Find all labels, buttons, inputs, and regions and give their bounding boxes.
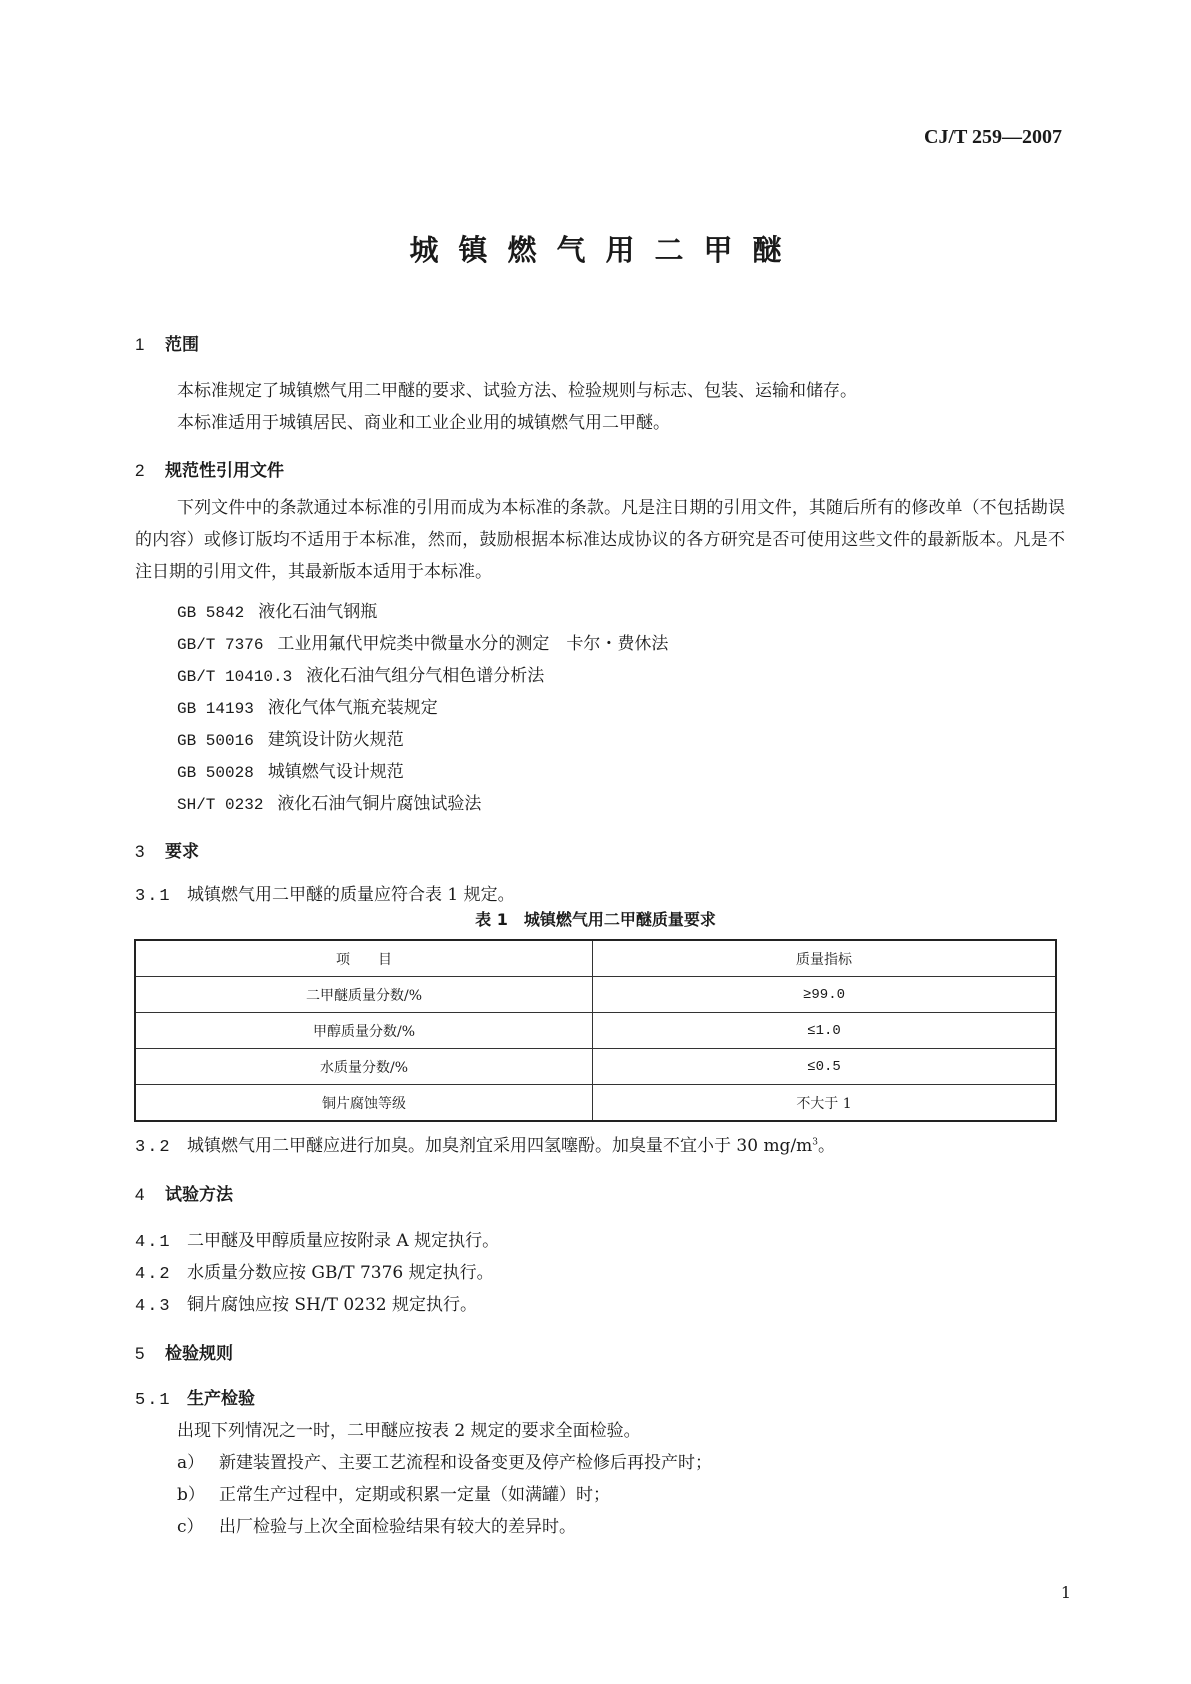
- table-header-row: [135, 940, 1056, 977]
- table-cell: 铜片腐蚀等级: [135, 1085, 593, 1122]
- list-text: 出厂检验与上次全面检验结果有较大的差异时。: [219, 1517, 576, 1537]
- clause-4-3: [135, 1290, 477, 1316]
- section-title: 检验规则: [165, 1344, 233, 1364]
- list-item: [177, 1448, 712, 1473]
- clause-number: 4.3: [135, 1297, 172, 1316]
- reference-code: GB 5842: [177, 604, 245, 622]
- paragraph: 本标准规定了城镇燃气用二甲醚的要求、试验方法、检验规则与标志、包装、运输和储存。: [177, 381, 857, 401]
- section-number: 5: [135, 1344, 145, 1363]
- reference-title: 建筑设计防火规范: [267, 730, 404, 750]
- table-caption: 表 1 城镇燃气用二甲醚质量要求: [475, 910, 716, 929]
- table-cell: ≤0.5: [593, 1049, 1057, 1085]
- reference-item: [177, 693, 438, 718]
- table-cell: ≥99.0: [593, 977, 1057, 1013]
- table-cell: 不大于 1: [593, 1085, 1057, 1122]
- clause-text: 水质量分数应按 GB/T 7376 规定执行。: [187, 1263, 494, 1283]
- clause-4-1: [135, 1226, 499, 1252]
- superscript: 3: [812, 1137, 819, 1148]
- reference-code: GB 14193: [177, 700, 254, 718]
- clause-5-1-heading: [135, 1384, 255, 1410]
- clause-number: 4.1: [135, 1233, 172, 1252]
- reference-code: GB/T 7376: [177, 636, 264, 654]
- reference-code: GB 50028: [177, 764, 254, 782]
- page-title: 城镇燃气用二甲醚: [409, 233, 802, 267]
- reference-title: 工业用氟代甲烷类中微量水分的测定 卡尔・费休法: [277, 634, 669, 654]
- reference-item: [177, 597, 377, 622]
- table-cell: 水质量分数/%: [135, 1049, 593, 1085]
- section-5-heading: [135, 1339, 233, 1364]
- reference-code: GB 50016: [177, 732, 254, 750]
- table-row: [135, 977, 1056, 1013]
- clause-end: 。: [818, 1136, 836, 1156]
- clause-3-2: [135, 1131, 835, 1157]
- clause-4-2: [135, 1258, 494, 1284]
- list-marker: c）: [177, 1517, 204, 1537]
- paragraph: 出现下列情况之一时，二甲醚应按表 2 规定的要求全面检验。: [177, 1421, 641, 1441]
- section-number: 3: [135, 842, 145, 861]
- page-number: 1: [1060, 1583, 1071, 1602]
- clause-text: 二甲醚及甲醇质量应按附录 A 规定执行。: [187, 1231, 500, 1251]
- clause-number: 5.1: [135, 1391, 172, 1410]
- reference-title: 液化石油气钢瓶: [258, 602, 378, 622]
- section-number: 2: [135, 461, 145, 480]
- section-title: 范围: [165, 335, 199, 355]
- list-item: [177, 1480, 610, 1505]
- reference-item: [177, 661, 544, 686]
- clause-number: 3.2: [135, 1138, 172, 1157]
- reference-title: 液化石油气铜片腐蚀试验法: [277, 794, 482, 814]
- paragraph: 本标准适用于城镇居民、商业和工业企业用的城镇燃气用二甲醚。: [177, 413, 670, 433]
- section-number: 4: [135, 1185, 145, 1204]
- quality-requirements-table: [134, 939, 1057, 1122]
- standard-code: CJ/T 259—2007: [924, 126, 1062, 148]
- column-header-value: 质量指标: [593, 940, 1057, 977]
- section-3-heading: [135, 837, 199, 862]
- reference-item: [177, 725, 404, 750]
- reference-code: SH/T 0232: [177, 796, 264, 814]
- reference-title: 液化石油气组分气相色谱分析法: [306, 666, 545, 686]
- list-marker: b）: [177, 1485, 205, 1505]
- clause-number: 3.1: [135, 887, 172, 906]
- section-title: 规范性引用文件: [165, 461, 284, 481]
- table-row: [135, 1085, 1056, 1122]
- clause-text: 城镇燃气用二甲醚的质量应符合表 1 规定。: [187, 885, 515, 905]
- clause-text: 城镇燃气用二甲醚应进行加臭。加臭剂宜采用四氢噻酚。加臭量不宜小于 30 mg/m: [187, 1136, 813, 1156]
- section-number: 1: [135, 335, 145, 354]
- table-cell: ≤1.0: [593, 1013, 1057, 1049]
- reference-title: 城镇燃气设计规范: [267, 762, 404, 782]
- reference-code: GB/T 10410.3: [177, 668, 293, 686]
- clause-text: 铜片腐蚀应按 SH/T 0232 规定执行。: [187, 1295, 478, 1315]
- section-title: 试验方法: [165, 1185, 233, 1205]
- paragraph: 下列文件中的条款通过本标准的引用而成为本标准的条款。凡是注日期的引用文件，其随后所有的修改单（不包括勘误的内容）或修订版均不适用于本标准，然而，鼓励根据本标准达成协议的各方研究是否可使用这些文件的最新版本。凡是不注日期的引用文件，其最新版本适用于本标准。: [135, 498, 1065, 582]
- section-1-heading: [135, 330, 199, 355]
- clause-3-1: [135, 880, 515, 906]
- table-row: [135, 1013, 1056, 1049]
- section-2-heading: [135, 456, 284, 481]
- table-row: [135, 1049, 1056, 1085]
- reference-item: [177, 789, 481, 814]
- list-marker: a）: [177, 1453, 205, 1473]
- reference-item: [177, 629, 668, 654]
- table-cell: 甲醇质量分数/%: [135, 1013, 593, 1049]
- section-title: 要求: [165, 842, 199, 862]
- list-text: 正常生产过程中，定期或积累一定量（如满罐）时；: [219, 1485, 610, 1505]
- section-4-heading: [135, 1180, 233, 1205]
- reference-item: [177, 757, 404, 782]
- column-header-item: 项 目: [135, 940, 593, 977]
- reference-title: 液化气体气瓶充装规定: [267, 698, 438, 718]
- clause-number: 4.2: [135, 1265, 172, 1284]
- list-text: 新建装置投产、主要工艺流程和设备变更及停产检修后再投产时；: [219, 1453, 712, 1473]
- table-cell: 二甲醚质量分数/%: [135, 977, 593, 1013]
- clause-title: 生产检验: [187, 1389, 255, 1409]
- list-item: [177, 1512, 576, 1537]
